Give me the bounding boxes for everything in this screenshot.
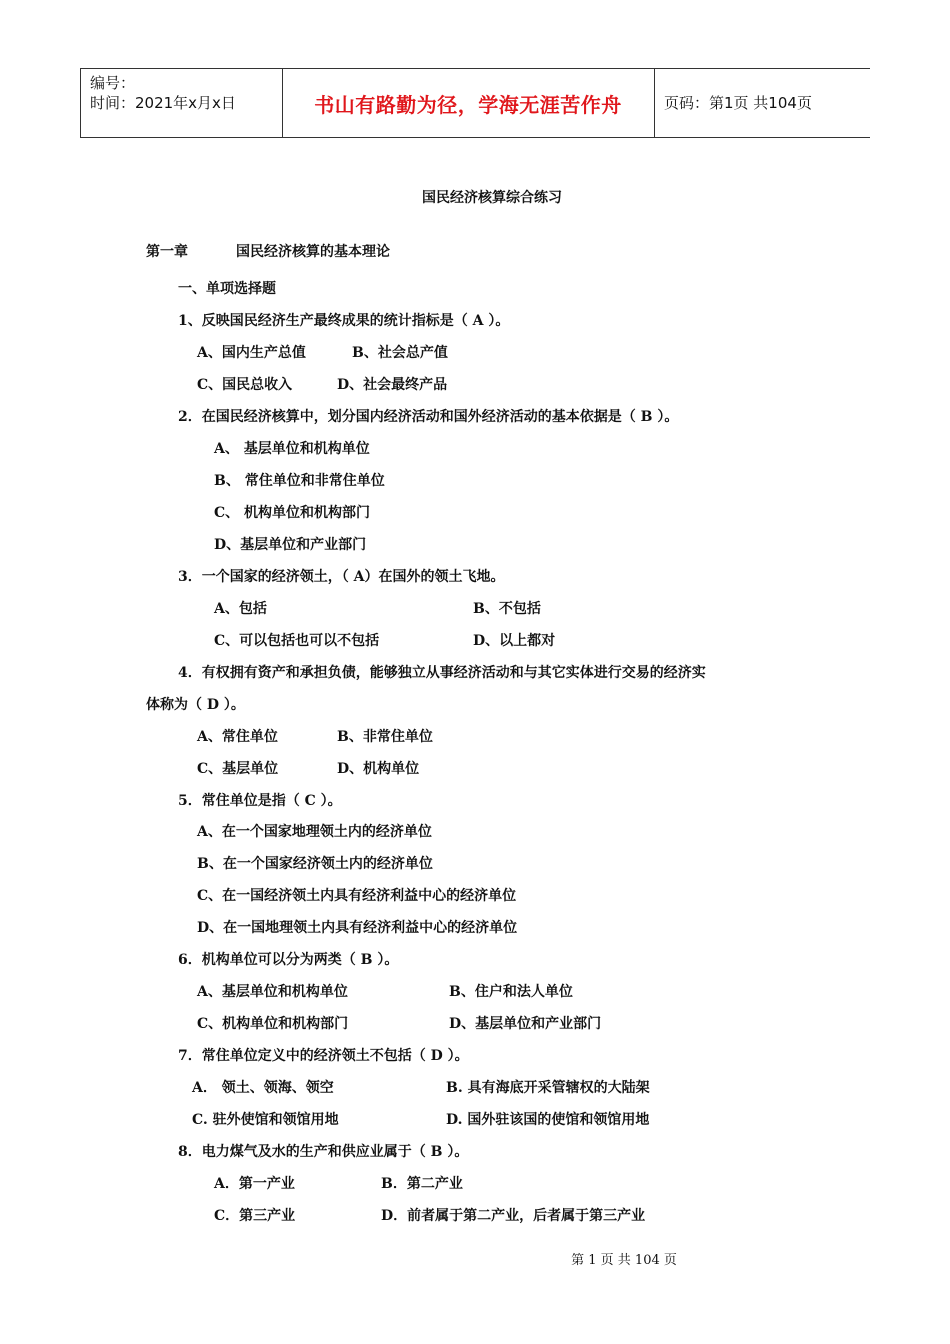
date-label: 时间：2021年x月x日 [90, 94, 236, 112]
header-motto: 书山有路勤为径，学海无涯苦作舟 [314, 93, 622, 117]
option-3a: A、包括 [214, 601, 267, 617]
option-2c: C、 机构单位和机构部门 [214, 505, 371, 521]
option-8a: A．第一产业 [214, 1176, 295, 1192]
option-6a: A、基层单位和机构单位 [197, 984, 348, 1000]
option-6d: D、基层单位和产业部门 [449, 1016, 602, 1032]
option-8b: B．第二产业 [381, 1176, 463, 1192]
option-4c: C、基层单位 [197, 761, 279, 777]
option-1c: C、国民总收入 [197, 377, 293, 393]
question-1: 1、反映国民经济生产最终成果的统计指标是（ A ）。 [178, 313, 510, 329]
option-6b: B、住户和法人单位 [449, 984, 573, 1000]
option-1d: D、社会最终产品 [337, 377, 448, 393]
chapter-title: 国民经济核算的基本理论 [236, 244, 390, 260]
option-3d: D、以上都对 [473, 633, 556, 649]
page-header [80, 68, 870, 138]
option-6c: C、机构单位和机构部门 [197, 1016, 349, 1032]
option-3c: C、可以包括也可以不包括 [214, 633, 380, 649]
option-8c: C．第三产业 [214, 1208, 296, 1224]
option-2b: B、 常住单位和非常住单位 [214, 473, 385, 489]
header-page-info: 页码：第1页 共104页 [664, 94, 812, 112]
question-3: 3．一个国家的经济领土，（ A）在国外的领土飞地。 [178, 569, 505, 585]
question-6: 6．机构单位可以分为两类（ B ）。 [178, 952, 399, 968]
question-4-continued: 体称为（ D ）。 [146, 697, 245, 713]
option-5b: B、在一个国家经济领土内的经济单位 [197, 856, 433, 872]
header-divider [80, 69, 81, 137]
option-7b: B. 具有海底开采管辖权的大陆架 [446, 1080, 650, 1096]
option-4d: D、机构单位 [337, 761, 420, 777]
section-heading: 一、单项选择题 [178, 281, 276, 297]
page-footer: 第 1 页 共 104 页 [571, 1253, 677, 1268]
chapter-number: 第一章 [146, 244, 188, 260]
option-7d: D. 国外驻该国的使馆和领馆用地 [446, 1112, 650, 1128]
option-8d: D．前者属于第二产业，后者属于第三产业 [381, 1208, 646, 1224]
option-4b: B、非常住单位 [337, 729, 433, 745]
question-8: 8．电力煤气及水的生产和供应业属于（ B ）。 [178, 1144, 469, 1160]
option-2d: D、基层单位和产业部门 [214, 537, 367, 553]
option-2a: A、 基层单位和机构单位 [214, 441, 370, 457]
option-7a: A． 领土、领海、领空 [192, 1080, 334, 1096]
question-7: 7．常住单位定义中的经济领土不包括（ D ）。 [178, 1048, 469, 1064]
option-4a: A、常住单位 [197, 729, 278, 745]
question-5: 5．常住单位是指（ C ）。 [178, 793, 342, 809]
option-1a: A、国内生产总值 [197, 345, 306, 361]
code-label: 编号： [90, 74, 136, 92]
header-divider [654, 69, 655, 137]
option-5a: A、在一个国家地理领土内的经济单位 [197, 824, 432, 840]
option-5d: D、在一国地理领土内具有经济利益中心的经济单位 [197, 920, 518, 936]
option-5c: C、在一国经济领土内具有经济利益中心的经济单位 [197, 888, 517, 904]
question-2: 2．在国民经济核算中，划分国内经济活动和国外经济活动的基本依据是（ B ）。 [178, 409, 679, 425]
option-1b: B、社会总产值 [352, 345, 448, 361]
option-7c: C. 驻外使馆和领馆用地 [192, 1112, 339, 1128]
header-left [90, 73, 236, 113]
document-title: 国民经济核算综合练习 [422, 190, 562, 206]
option-3b: B、不包括 [473, 601, 541, 617]
question-4: 4．有权拥有资产和承担负债，能够独立从事经济活动和与其它实体进行交易的经济实 [178, 665, 706, 681]
